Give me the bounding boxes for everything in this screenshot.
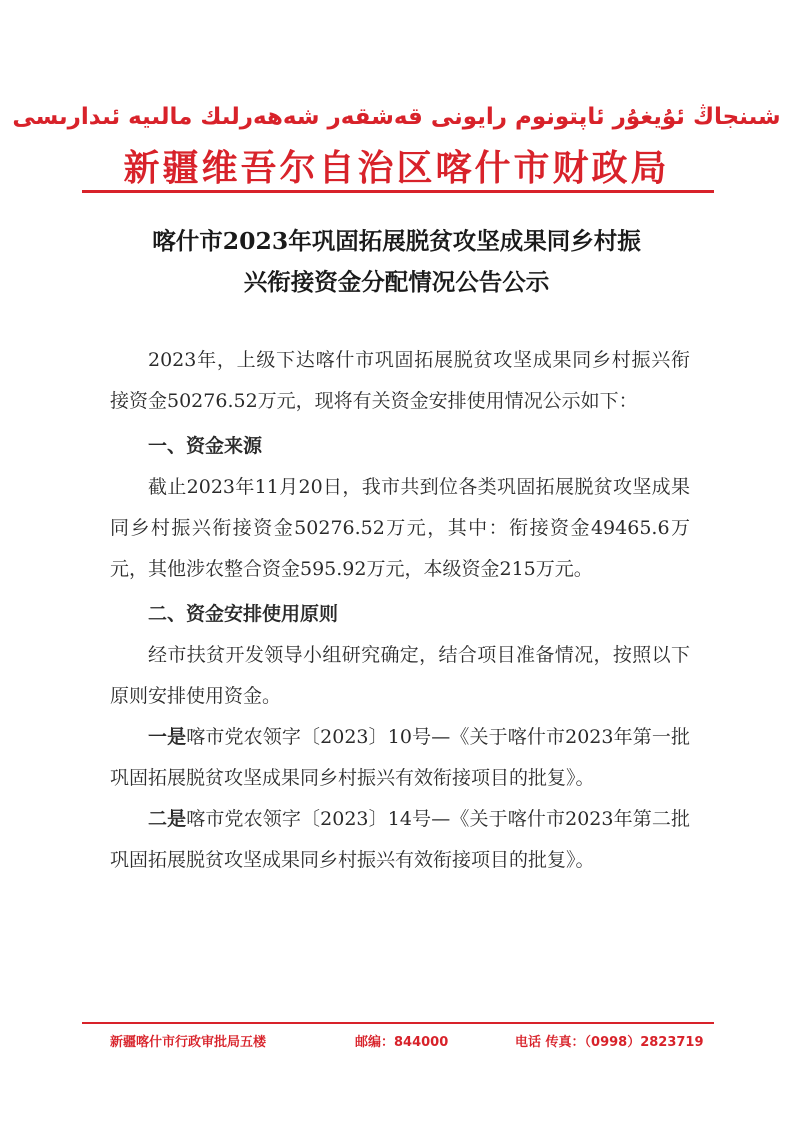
document-title-line-2: 兴衔接资金分配情况公告公示: [243, 268, 550, 296]
section-1-heading: 一、资金来源: [148, 435, 263, 457]
document-title: [95, 221, 698, 303]
principle-item-1-lead: 一是: [148, 726, 187, 748]
principle-item-1-text: 喀市党农领字〔2023〕10号—《关于喀什市2023年第一批巩固拓展脱贫攻坚成果同乡村振兴有效衔接项目的批复》。: [110, 726, 690, 789]
section-2-heading: 二、资金安排使用原则: [148, 603, 339, 625]
footer-postcode: 邮编：844000: [355, 1035, 449, 1050]
intro-paragraph: 2023年，上级下达喀什市巩固拓展脱贫攻坚成果同乡村振兴衔接资金50276.52万元，现将有关资金安排使用情况公示如下：: [110, 349, 690, 412]
letterhead-uyghur-name: شىنجاڭ ئۇيغۇر ئاپتونوم رايونى قەشقەر شەھەرلىك مالىيە ئىدارىسى: [12, 104, 781, 130]
letterhead-chinese-name: 新疆维吾尔自治区喀什市财政局: [123, 147, 670, 189]
footer-divider: [82, 1022, 714, 1024]
principle-item-2-text: 喀市党农领字〔2023〕14号—《关于喀什市2023年第二批巩固拓展脱贫攻坚成果同乡村振兴有效衔接项目的批复》。: [110, 808, 690, 871]
section-1-paragraph: 截止2023年11月20日，我市共到位各类巩固拓展脱贫攻坚成果同乡村振兴衔接资金50276.52万元，其中：衔接资金49465.6万元，其他涉农整合资金595.92万元，本级资金215万元。: [110, 476, 690, 580]
footer: [110, 1031, 715, 1051]
principle-item-1: [110, 717, 690, 799]
section-2-paragraph: 经市扶贫开发领导小组研究确定，结合项目准备情况，按照以下原则安排使用资金。: [110, 644, 690, 707]
document-body: [110, 340, 690, 881]
principle-item-2: [110, 799, 690, 881]
document-title-line-1: 喀什市2023年巩固拓展脱贫攻坚成果同乡村振: [152, 227, 641, 255]
principle-item-2-lead: 二是: [148, 808, 187, 830]
footer-phone: 电话 传真：（0998）2823719: [515, 1035, 704, 1050]
letterhead-divider: [82, 190, 714, 193]
footer-address: 新疆喀什市行政审批局五楼: [110, 1035, 267, 1050]
